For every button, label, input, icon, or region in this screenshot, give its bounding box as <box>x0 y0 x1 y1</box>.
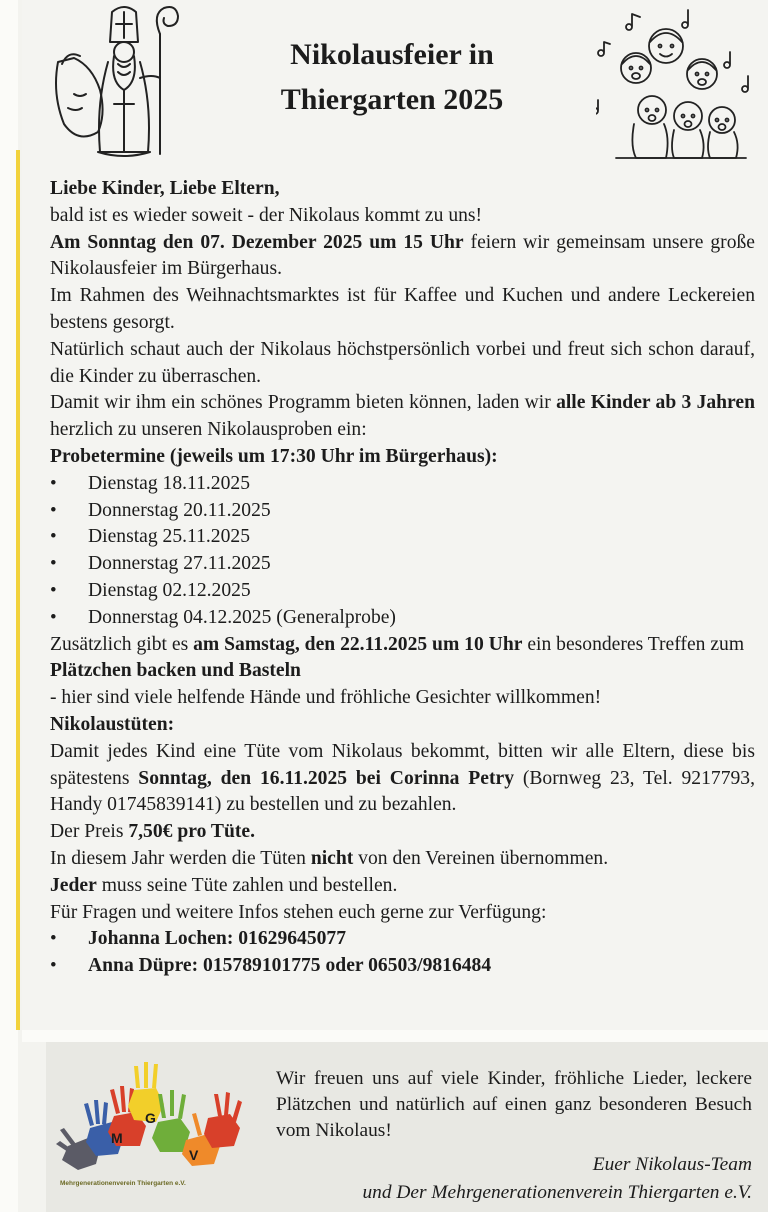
list-item: • Donnerstag 27.11.2025 <box>50 551 755 578</box>
extra-post: - hier sind viele helfende Hände und fröhliche Gesichter willkommen! <box>50 687 602 709</box>
invite-age: alle Kinder ab 3 Jahren <box>556 392 755 414</box>
jeder-post: muss seine Tüte zahlen und bestellen. <box>96 874 398 896</box>
list-item: • Dienstag 25.11.2025 <box>50 524 755 551</box>
extra-mid: ein besonderes Treffen zum <box>522 633 745 655</box>
logo-letter-g: G <box>145 1110 156 1126</box>
logo-caption: Mehrgenerationenverein Thiergarten e.V. <box>60 1180 186 1187</box>
price-value: 7,50€ pro Tüte. <box>128 821 256 843</box>
title-line-1: Nikolausfeier in <box>290 38 494 71</box>
contact-1: Johanna Lochen: 01629645077 <box>88 928 347 950</box>
list-item: • Donnerstag 04.12.2025 (Generalprobe) <box>50 605 755 632</box>
flyer-header <box>22 0 768 176</box>
signature-line-1: Euer Nikolaus-Team <box>592 1154 752 1175</box>
event-date-rest: feiern wir gemeinsam unsere große Nikolausfeier im Bürgerhaus. <box>50 231 756 280</box>
invite-paragraph <box>50 390 755 444</box>
logo-letter-v: V <box>189 1147 199 1163</box>
price-pre: Der Preis <box>50 821 129 843</box>
signature-line-2: und Der Mehrgenerationenverein Thiergarten e.V. <box>362 1182 752 1203</box>
vereine-not: nicht <box>310 847 354 869</box>
nikolaus-visit-text: Natürlich schaut auch der Nikolaus höchstpersönlich vorbei und freut sich schon darauf, die Kinder zu überraschen. <box>50 338 755 387</box>
tueten-paragraph <box>50 739 755 819</box>
page-title <box>222 32 562 122</box>
jeder-paragraph <box>50 873 755 900</box>
contact-2: Anna Düpre: 015789101775 oder 06503/9816484 <box>88 955 492 977</box>
list-item: • Dienstag 18.11.2025 <box>50 471 755 498</box>
extra-date: am Samstag, den 22.11.2025 um 10 Uhr <box>193 633 523 655</box>
yellow-edge-stripe <box>16 150 20 1030</box>
probe-heading: Probetermine (jeweils um 17:30 Uhr im Bürgerhaus): <box>50 445 498 467</box>
extra-meeting-paragraph <box>50 632 755 686</box>
list-item: • Donnerstag 20.11.2025 <box>50 498 755 525</box>
list-item <box>50 953 755 980</box>
vereine-pre: In diesem Jahr werden die Tüten <box>50 847 311 869</box>
invite-pre: Damit wir ihm ein schönes Programm bieten können, laden wir <box>50 392 557 414</box>
tueten-heading: Nikolaustüten: <box>50 713 175 735</box>
market-text: Im Rahmen des Weihnachtsmarktes ist für Kaffee und Kuchen und andere Leckereien bestens gesorgt. <box>50 285 755 333</box>
singing-children-icon <box>596 6 756 162</box>
title-line-2: Thiergarten 2025 <box>280 83 504 116</box>
tueten-post: (Bornweg 23, Tel. 9217793, Handy 01745839141) zu bestellen und zu bezahlen. <box>50 767 755 816</box>
nikolaus-icon <box>48 4 188 164</box>
vereine-paragraph <box>50 846 755 873</box>
event-date: Am Sonntag den 07. Dezember 2025 um 15 Uhr <box>50 231 464 253</box>
event-date-paragraph <box>50 230 755 284</box>
jeder-bold: Jeder <box>50 874 97 896</box>
contact-intro: Für Fragen und weitere Infos stehen euch gerne zur Verfügung: <box>50 901 547 923</box>
vereine-post: von den Vereinen übernommen. <box>353 847 609 869</box>
footer-message-block <box>276 1066 752 1144</box>
flyer-body <box>50 176 755 980</box>
contact-list <box>50 926 755 980</box>
greeting: Liebe Kinder, Liebe Eltern, <box>50 178 280 199</box>
price-paragraph <box>50 819 755 846</box>
tueten-deadline: Sonntag, den 16.11.2025 bei Corinna Petry <box>138 767 514 789</box>
extra-activity: Plätzchen backen und Basteln <box>50 660 301 682</box>
panel-gap <box>22 1030 768 1042</box>
intro-text: bald ist es wieder soweit - der Nikolaus kommt zu uns! <box>50 204 483 226</box>
invite-post: herzlich zu unseren Nikolausproben ein: <box>50 419 367 441</box>
logo-letter-m: M <box>111 1130 123 1146</box>
footer-message: Wir freuen uns auf viele Kinder, fröhliche Lieder, leckere Plätzchen und natürlich auf einen ganz besonderen Besuch vom Nikolaus! <box>276 1068 752 1141</box>
tueten-pre: Damit jedes Kind eine Tüte vom Nikolaus bekommt, bitten wir alle Eltern, diese bis spätestens <box>50 740 755 789</box>
list-item <box>50 926 755 953</box>
list-item: • Dienstag 02.12.2025 <box>50 578 755 605</box>
probe-date-list <box>50 471 755 632</box>
extra-pre: Zusätzlich gibt es <box>50 633 194 655</box>
